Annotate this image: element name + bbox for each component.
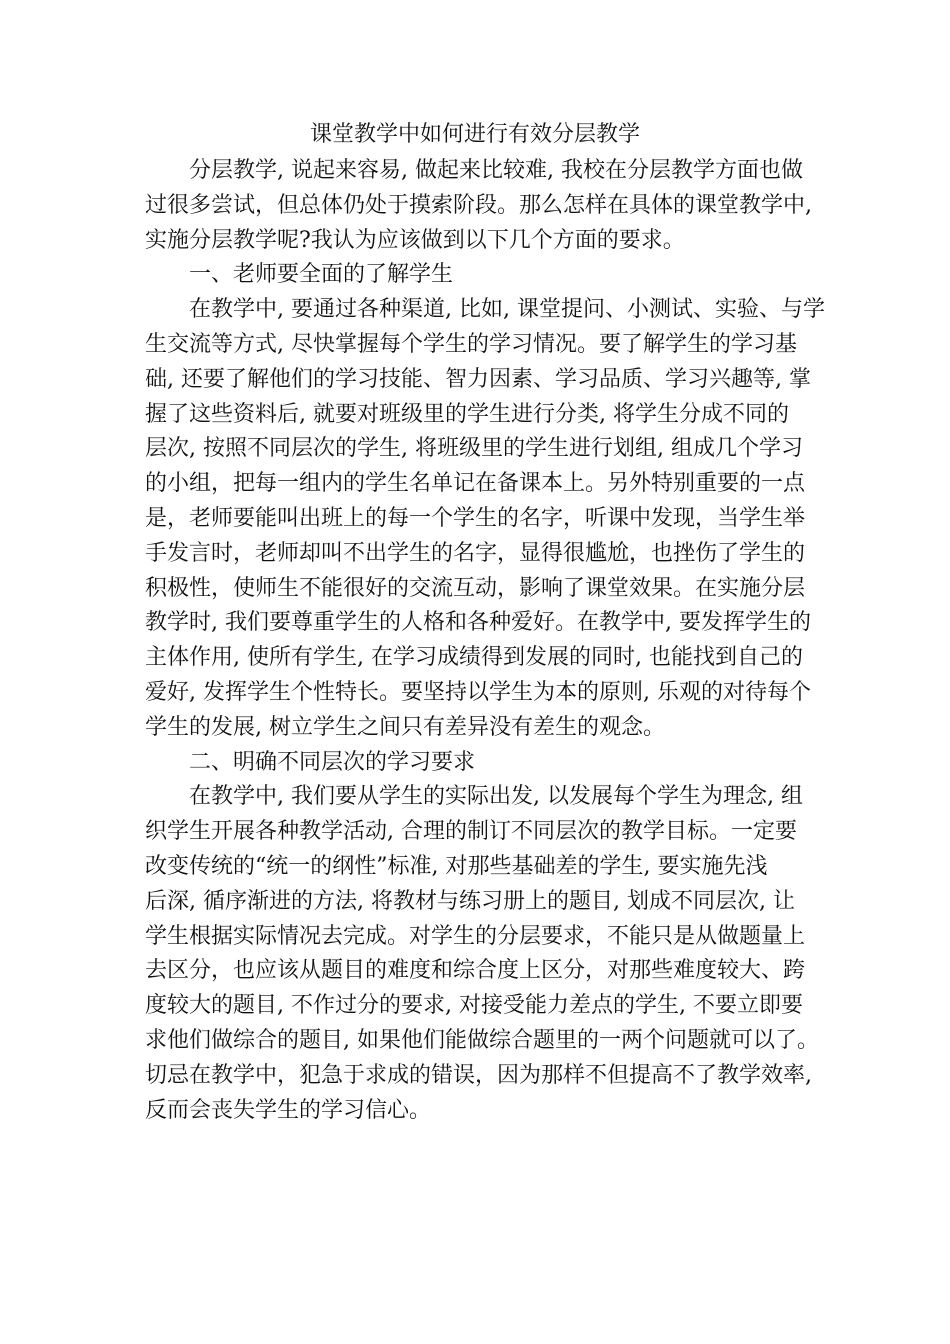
text-line: 学生的发展, 树立学生之间只有差异没有差生的观念。 — [145, 714, 665, 740]
text-line: 握了这些资料后, 就要对班级里的学生进行分类, 将学生分成不同的 — [145, 401, 789, 427]
text-line: 积极性，使师生不能很好的交流互动，影响了课堂效果。在实施分层 — [145, 575, 806, 601]
text-line: 改变传统的“统一的纲性”标准, 对那些基础差的学生, 要实施先浅 — [145, 853, 768, 879]
text-line: 是，老师要能叫出班上的每一个学生的名字，听课中发现，当学生举 — [145, 505, 806, 531]
text-line: 分层教学, 说起来容易, 做起来比较难, 我校在分层教学方面也做 — [189, 158, 803, 183]
text-line: 实施分层教学呢?我认为应该做到以下几个方面的要求。 — [145, 227, 685, 253]
text-line: 度较大的题目, 不作过分的要求, 对接受能力差点的学生, 不要立即要 — [145, 993, 803, 1019]
text-line: 切忌在教学中，犯急于求成的错误，因为那样不但提高不了教学效率, — [145, 1062, 812, 1088]
text-line: 求他们做综合的题目, 如果他们能做综合题里的一两个问题就可以了。 — [145, 1027, 819, 1053]
text-line: 去区分，也应该从题目的难度和综合度上区分，对那些难度较大、跨 — [145, 958, 806, 984]
text-line: 学生根据实际情况去完成。对学生的分层要求，不能只是从做题量上 — [145, 923, 806, 949]
text-line: 础, 还要了解他们的学习技能、智力因素、学习品质、学习兴趣等, 掌 — [145, 366, 811, 392]
text-line: 的小组，把每一组内的学生名单记在备课本上。另外特别重要的一点 — [145, 471, 806, 497]
text-line: 一、老师要全面的了解学生 — [189, 262, 454, 288]
text-line: 生交流等方式, 尽快掌握每个学生的学习情况。要了解学生的学习基 — [145, 331, 797, 357]
text-line: 过很多尝试，但总体仍处于摸索阶段。那么怎样在具体的课堂教学中, — [145, 192, 812, 218]
text-line: 教学时, 我们要尊重学生的人格和各种爱好。在教学中, 要发挥学生的 — [145, 610, 811, 636]
text-line: 在教学中, 要通过各种渠道, 比如, 课堂提问、小测试、实验、与学 — [189, 297, 825, 323]
text-line: 反而会丧失学生的学习信心。 — [145, 1097, 432, 1123]
text-line: 爱好, 发挥学生个性特长。要坚持以学生为本的原则, 乐观的对待每个 — [145, 679, 811, 705]
text-line: 后深, 循序渐进的方法, 将教材与练习册上的题目, 划成不同层次, 让 — [145, 888, 795, 914]
document-body — [145, 154, 825, 1128]
text-line: 在教学中, 我们要从学生的实际出发, 以发展每个学生为理念, 组 — [189, 784, 803, 810]
text-line: 织学生开展各种教学活动, 合理的制订不同层次的教学目标。一定要 — [145, 819, 797, 845]
text-line: 主体作用, 使所有学生, 在学习成绩得到发展的同时, 也能找到自己的 — [145, 645, 803, 671]
text-line: 手发言时，老师却叫不出学生的名字，显得很尴尬，也挫伤了学生的 — [145, 540, 806, 566]
text-line: 层次, 按照不同层次的学生, 将班级里的学生进行划组, 组成几个学习 — [145, 436, 803, 462]
text-line: 二、明确不同层次的学习要求 — [189, 749, 476, 775]
document-title: 课堂教学中如何进行有效分层教学 — [309, 122, 640, 147]
